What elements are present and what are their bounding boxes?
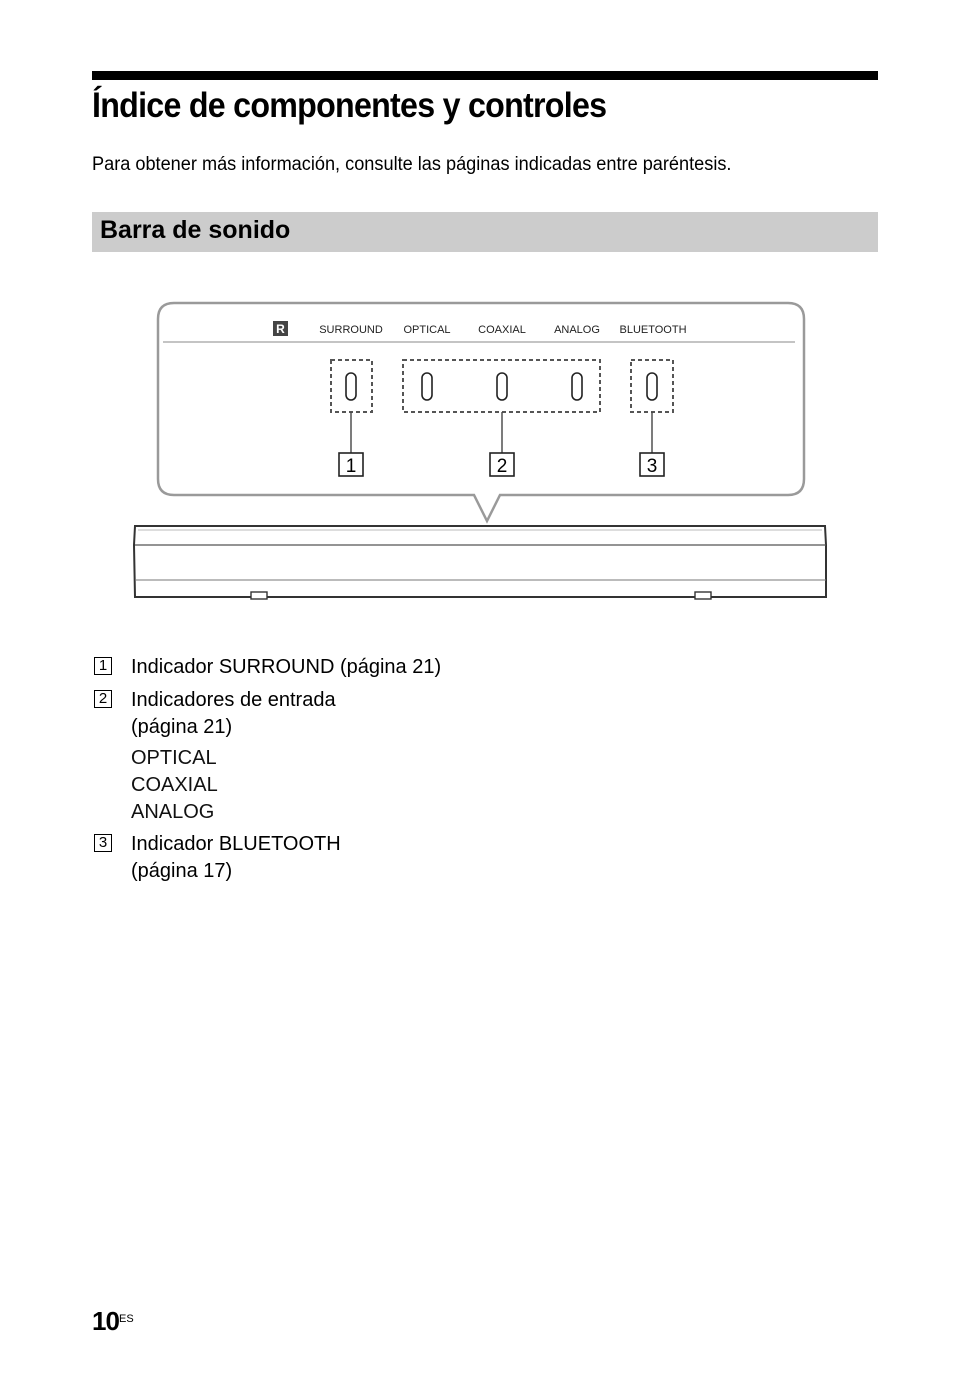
legend-label-2: Indicadores de entrada (página 21) bbox=[131, 689, 336, 738]
indicator-label-bluetooth: BLUETOOTH bbox=[619, 324, 687, 336]
legend-number-3: 3 bbox=[94, 834, 112, 852]
legend-label-1: Indicador SURROUND (página 21) bbox=[131, 656, 442, 678]
soundbar-foot-left bbox=[251, 592, 267, 599]
legend-number-1: 1 bbox=[94, 657, 112, 675]
intro-text: Para obtener más información, consulte las páginas indicadas entre paréntesis. bbox=[92, 154, 732, 175]
logo-icon-glyph: R bbox=[276, 322, 285, 336]
callout-number-1: 1 bbox=[345, 456, 357, 477]
legend-sub-analog: ANALOG bbox=[131, 801, 215, 823]
page-language-code: ES bbox=[119, 1313, 134, 1325]
callout-number-2: 2 bbox=[496, 456, 508, 477]
soundbar-illustration bbox=[134, 526, 826, 599]
legend-sub-coaxial: COAXIAL bbox=[131, 774, 218, 796]
soundbar-figure bbox=[0, 0, 954, 640]
section-title: Barra de sonido bbox=[100, 216, 291, 244]
indicator-label-analog: ANALOG bbox=[554, 324, 600, 336]
callout-number-3: 3 bbox=[646, 456, 658, 477]
indicator-label-optical: OPTICAL bbox=[403, 324, 451, 336]
page-title: Índice de componentes y controles bbox=[92, 86, 607, 125]
page-number: 10 bbox=[92, 1306, 119, 1336]
legend-label-3: Indicador BLUETOOTH (página 17) bbox=[131, 833, 341, 882]
legend-sub-optical: OPTICAL bbox=[131, 747, 217, 769]
soundbar-foot-right bbox=[695, 592, 711, 599]
indicator-label-coaxial: COAXIAL bbox=[478, 324, 526, 336]
indicator-label-surround: SURROUND bbox=[319, 324, 383, 336]
legend-number-2: 2 bbox=[94, 690, 112, 708]
